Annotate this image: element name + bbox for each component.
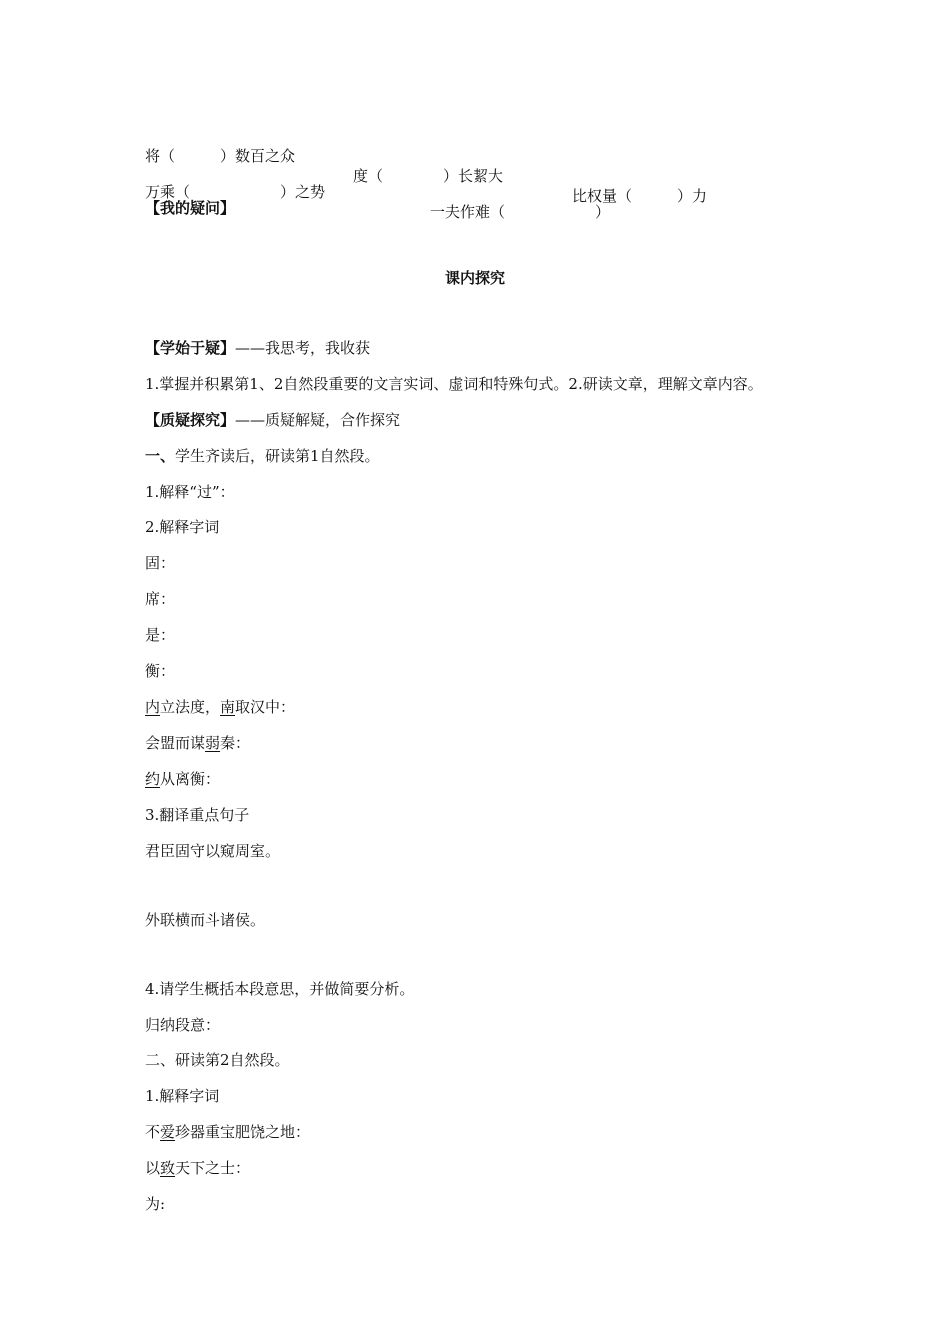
phrase-text: 立法度， xyxy=(160,698,221,716)
learn-heading xyxy=(145,338,370,358)
part2-heading: 二、研读第2自然段。 xyxy=(145,1051,290,1069)
inquiry-head-sub: ——质疑解疑，合作探究 xyxy=(235,411,401,429)
question-explain-guo: 1.解释“过”： xyxy=(145,483,235,501)
phrase-text: 从离衡： xyxy=(160,770,221,788)
word-xi: 席： xyxy=(145,590,176,608)
my-questions-heading: 【我的疑问】 xyxy=(145,199,236,217)
word-gu: 固： xyxy=(145,554,176,572)
sentence-2: 外联横而斗诸侯。 xyxy=(145,911,266,929)
phrase-text: 取汉中： xyxy=(235,698,296,716)
blank-item: 一夫作难（ ） xyxy=(430,203,611,221)
paragraph-summary: 归纳段意： xyxy=(145,1016,221,1034)
section-title: 课内探究 xyxy=(444,269,505,287)
part1-number: 一、 xyxy=(145,447,176,465)
word-heng: 衡： xyxy=(145,662,176,680)
phrase-yue xyxy=(145,769,220,789)
phrase-text: 会盟而谋 xyxy=(145,734,206,752)
blank-item: 万乘（ ）之势 xyxy=(145,183,326,201)
word-shi: 是： xyxy=(145,626,176,644)
phrase-text: 珍器重宝肥饶之地： xyxy=(175,1123,311,1141)
blank-item: 度（ ）长絜大 xyxy=(353,167,504,185)
learning-goals: 1.掌握并积累第1、2自然段重要的文言实词、虚词和特殊句式。2.研读文章，理解文章内容。 xyxy=(145,375,763,393)
part2-explain-words: 1.解释字词 xyxy=(145,1087,220,1105)
sentence-1: 君臣固守以窥周室。 xyxy=(145,842,281,860)
underlined-word: 内 xyxy=(145,698,161,716)
question-explain-words: 2.解释字词 xyxy=(145,518,220,536)
part1-text: 学生齐读后，研读第1自然段。 xyxy=(175,447,380,465)
phrase-text: 以 xyxy=(145,1159,161,1177)
learn-head-sub: ——我思考，我收获 xyxy=(235,339,371,357)
blank-item: 比权量（ ）力 xyxy=(572,187,708,205)
phrase-text: 秦： xyxy=(220,734,251,752)
phrase-zhi xyxy=(145,1158,250,1178)
question-translate: 3.翻译重点句子 xyxy=(145,806,250,824)
phrase-nei-nan xyxy=(145,697,295,717)
inquiry-head-label: 【质疑探究】 xyxy=(145,411,236,429)
word-wei: 为: xyxy=(145,1195,166,1213)
learn-head-label: 【学始于疑】 xyxy=(145,339,236,357)
part1-heading xyxy=(145,446,380,466)
question-summarize: 4.请学生概括本段意思，并做简要分析。 xyxy=(145,980,415,998)
phrase-text: 不 xyxy=(145,1123,161,1141)
underlined-word: 弱 xyxy=(205,734,221,752)
blank-item: 将（ ）数百之众 xyxy=(145,147,296,165)
underlined-word: 南 xyxy=(220,698,236,716)
underlined-word: 致 xyxy=(160,1159,176,1177)
underlined-word: 爱 xyxy=(160,1123,176,1141)
phrase-text: 天下之士： xyxy=(175,1159,251,1177)
phrase-ruo xyxy=(145,733,250,753)
inquiry-heading xyxy=(145,410,400,430)
phrase-ai xyxy=(145,1122,310,1142)
underlined-word: 约 xyxy=(145,770,161,788)
